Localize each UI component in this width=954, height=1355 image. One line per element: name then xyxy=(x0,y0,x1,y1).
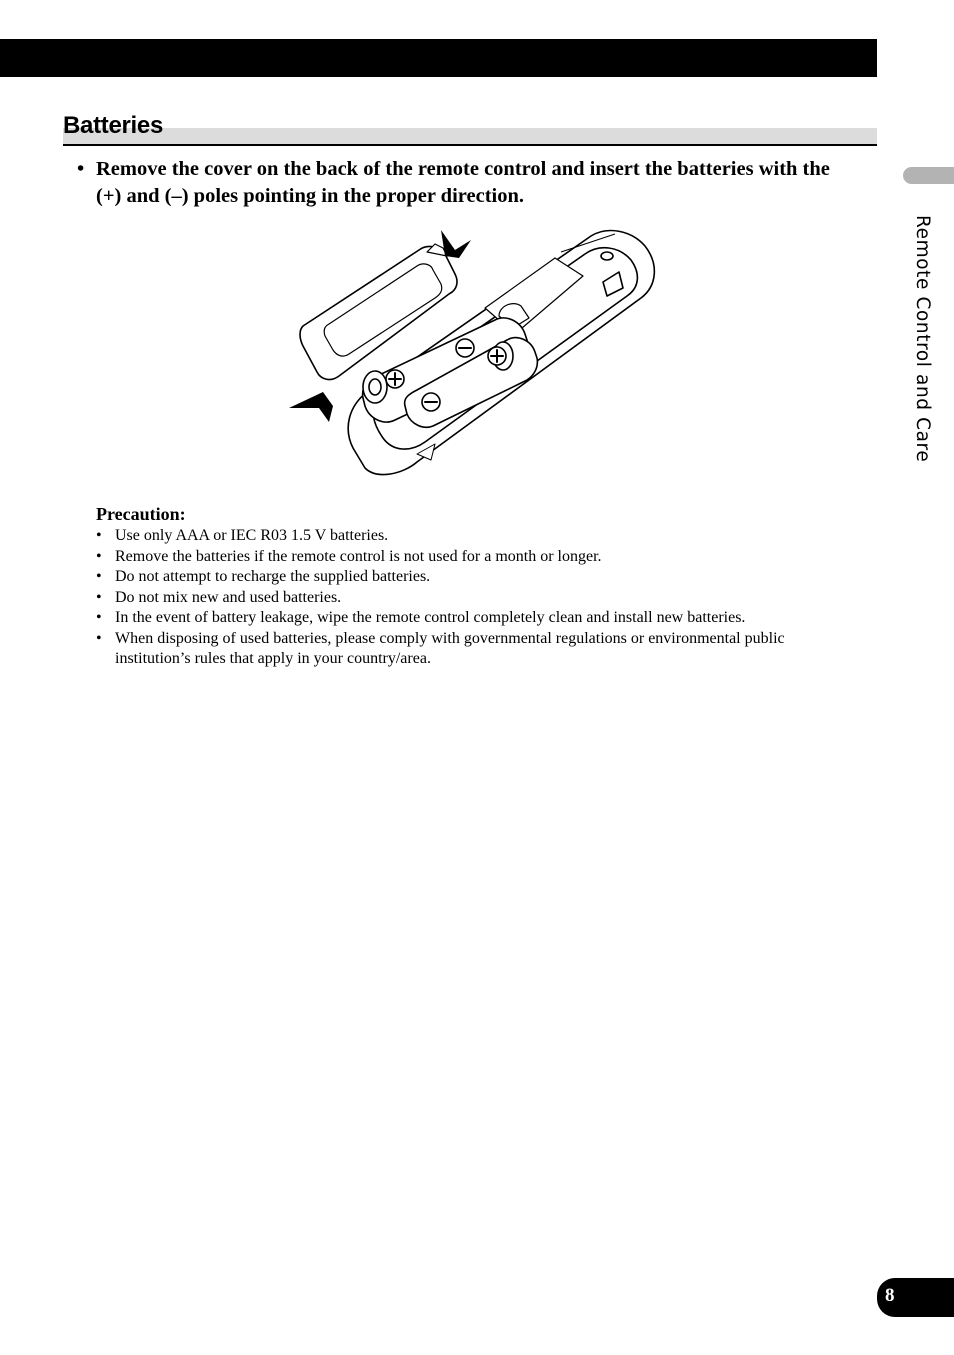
list-bullet: • xyxy=(96,609,102,626)
list-item-text: Remove the batteries if the remote control is not used for a month or longer. xyxy=(115,547,602,565)
instruction-bullet: • xyxy=(77,158,85,180)
list-bullet: • xyxy=(96,547,102,565)
instruction-item xyxy=(77,156,837,210)
page-number-tab xyxy=(877,1278,954,1317)
precaution-list xyxy=(96,526,841,670)
section-header-rule xyxy=(63,144,877,146)
list-bullet: • xyxy=(96,527,102,544)
precaution-heading: Precaution: xyxy=(96,504,186,524)
list-item-text: Do not mix new and used batteries. xyxy=(115,588,342,606)
list-item-text: When disposing of used batteries, please comply with governmental regulations or environmental public institution’s rules that apply in your country/area. xyxy=(115,629,785,667)
list-bullet: • xyxy=(96,568,102,585)
arrow-icon xyxy=(289,392,333,422)
list-item xyxy=(96,629,841,670)
section-header-band xyxy=(63,128,877,145)
instruction-text: Remove the cover on the back of the remote control and insert the batteries with the (+) and (–) poles pointing in the proper direction. xyxy=(96,158,830,207)
section-header xyxy=(63,112,877,146)
battery-installation-illustration xyxy=(285,222,665,484)
list-item xyxy=(96,526,841,547)
list-item xyxy=(96,608,841,629)
side-section-label: Remote Control and Care xyxy=(912,215,933,463)
section-title: Batteries xyxy=(63,112,164,139)
list-item xyxy=(96,567,841,588)
list-bullet: • xyxy=(96,588,102,606)
list-item-text: Do not attempt to recharge the supplied batteries. xyxy=(115,568,431,585)
list-bullet: • xyxy=(96,629,102,647)
list-item xyxy=(96,588,841,609)
header-bar xyxy=(0,39,877,77)
list-item xyxy=(96,547,841,568)
arrow-icon xyxy=(441,230,471,258)
side-tab-marker xyxy=(903,167,954,184)
page-number: 8 xyxy=(885,1285,895,1306)
list-item-text: In the event of battery leakage, wipe the remote control completely clean and install new batteries. xyxy=(115,609,746,626)
list-item-text: Use only AAA or IEC R03 1.5 V batteries. xyxy=(115,527,389,544)
